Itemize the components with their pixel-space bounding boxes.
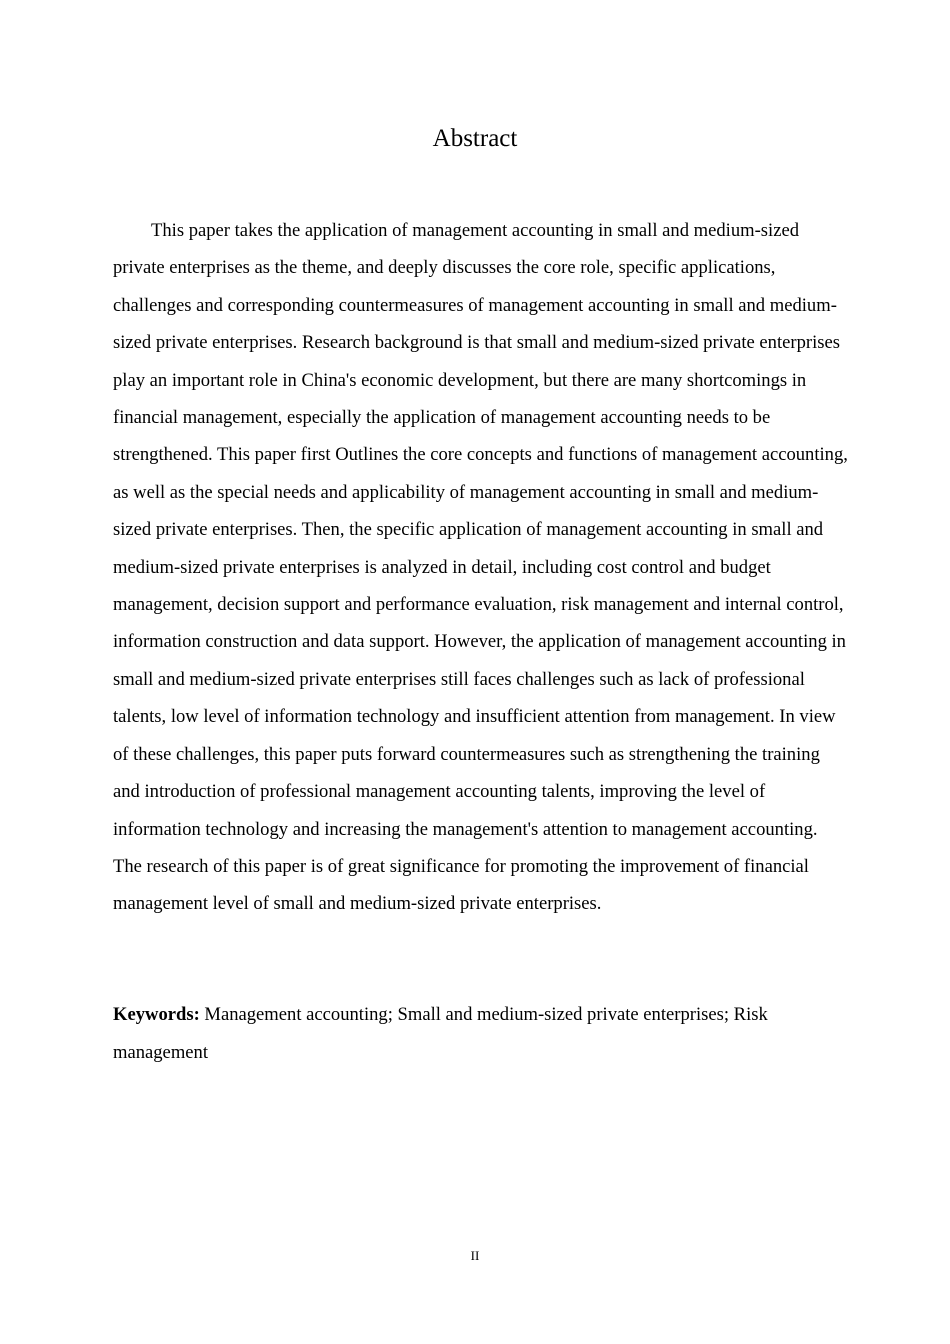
keywords-paragraph [113, 996, 849, 1072]
keywords-text: Management accounting; Small and medium-sized private enterprises; Risk management [113, 1004, 768, 1063]
abstract-body: This paper takes the application of management accounting in small and medium-sized private enterprises as the theme, and deeply discusses the core role, specific applications, challenges and corresponding countermeasures of management accounting in small and medium-sized private enterprises. Research background is that small and medium-sized private enterprises play an important role in China's economic development, but there are many shortcomings in financial management, especially the application of management accounting needs to be strengthened. This paper first Outlines the core concepts and functions of management accounting, as well as the special needs and applicability of management accounting in small and medium-sized private enterprises. Then, the specific application of management accounting in small and medium-sized private enterprises is analyzed in detail, including cost control and budget management, decision support and performance evaluation, risk management and internal control, information construction and data support. However, the application of management accounting in small and medium-sized private enterprises still faces challenges such as lack of professional talents, low level of information technology and insufficient attention from management. In view of these challenges, this paper puts forward countermeasures such as strengthening the training and introduction of professional management accounting talents, improving the level of information technology and increasing the management's attention to management accounting. The research of this paper is of great significance for promoting the improvement of financial management level of small and medium-sized private enterprises. [113, 220, 848, 915]
page-number: II [470, 1248, 480, 1263]
abstract-title: Abstract [432, 125, 518, 152]
keywords-label: Keywords: [113, 1004, 200, 1025]
